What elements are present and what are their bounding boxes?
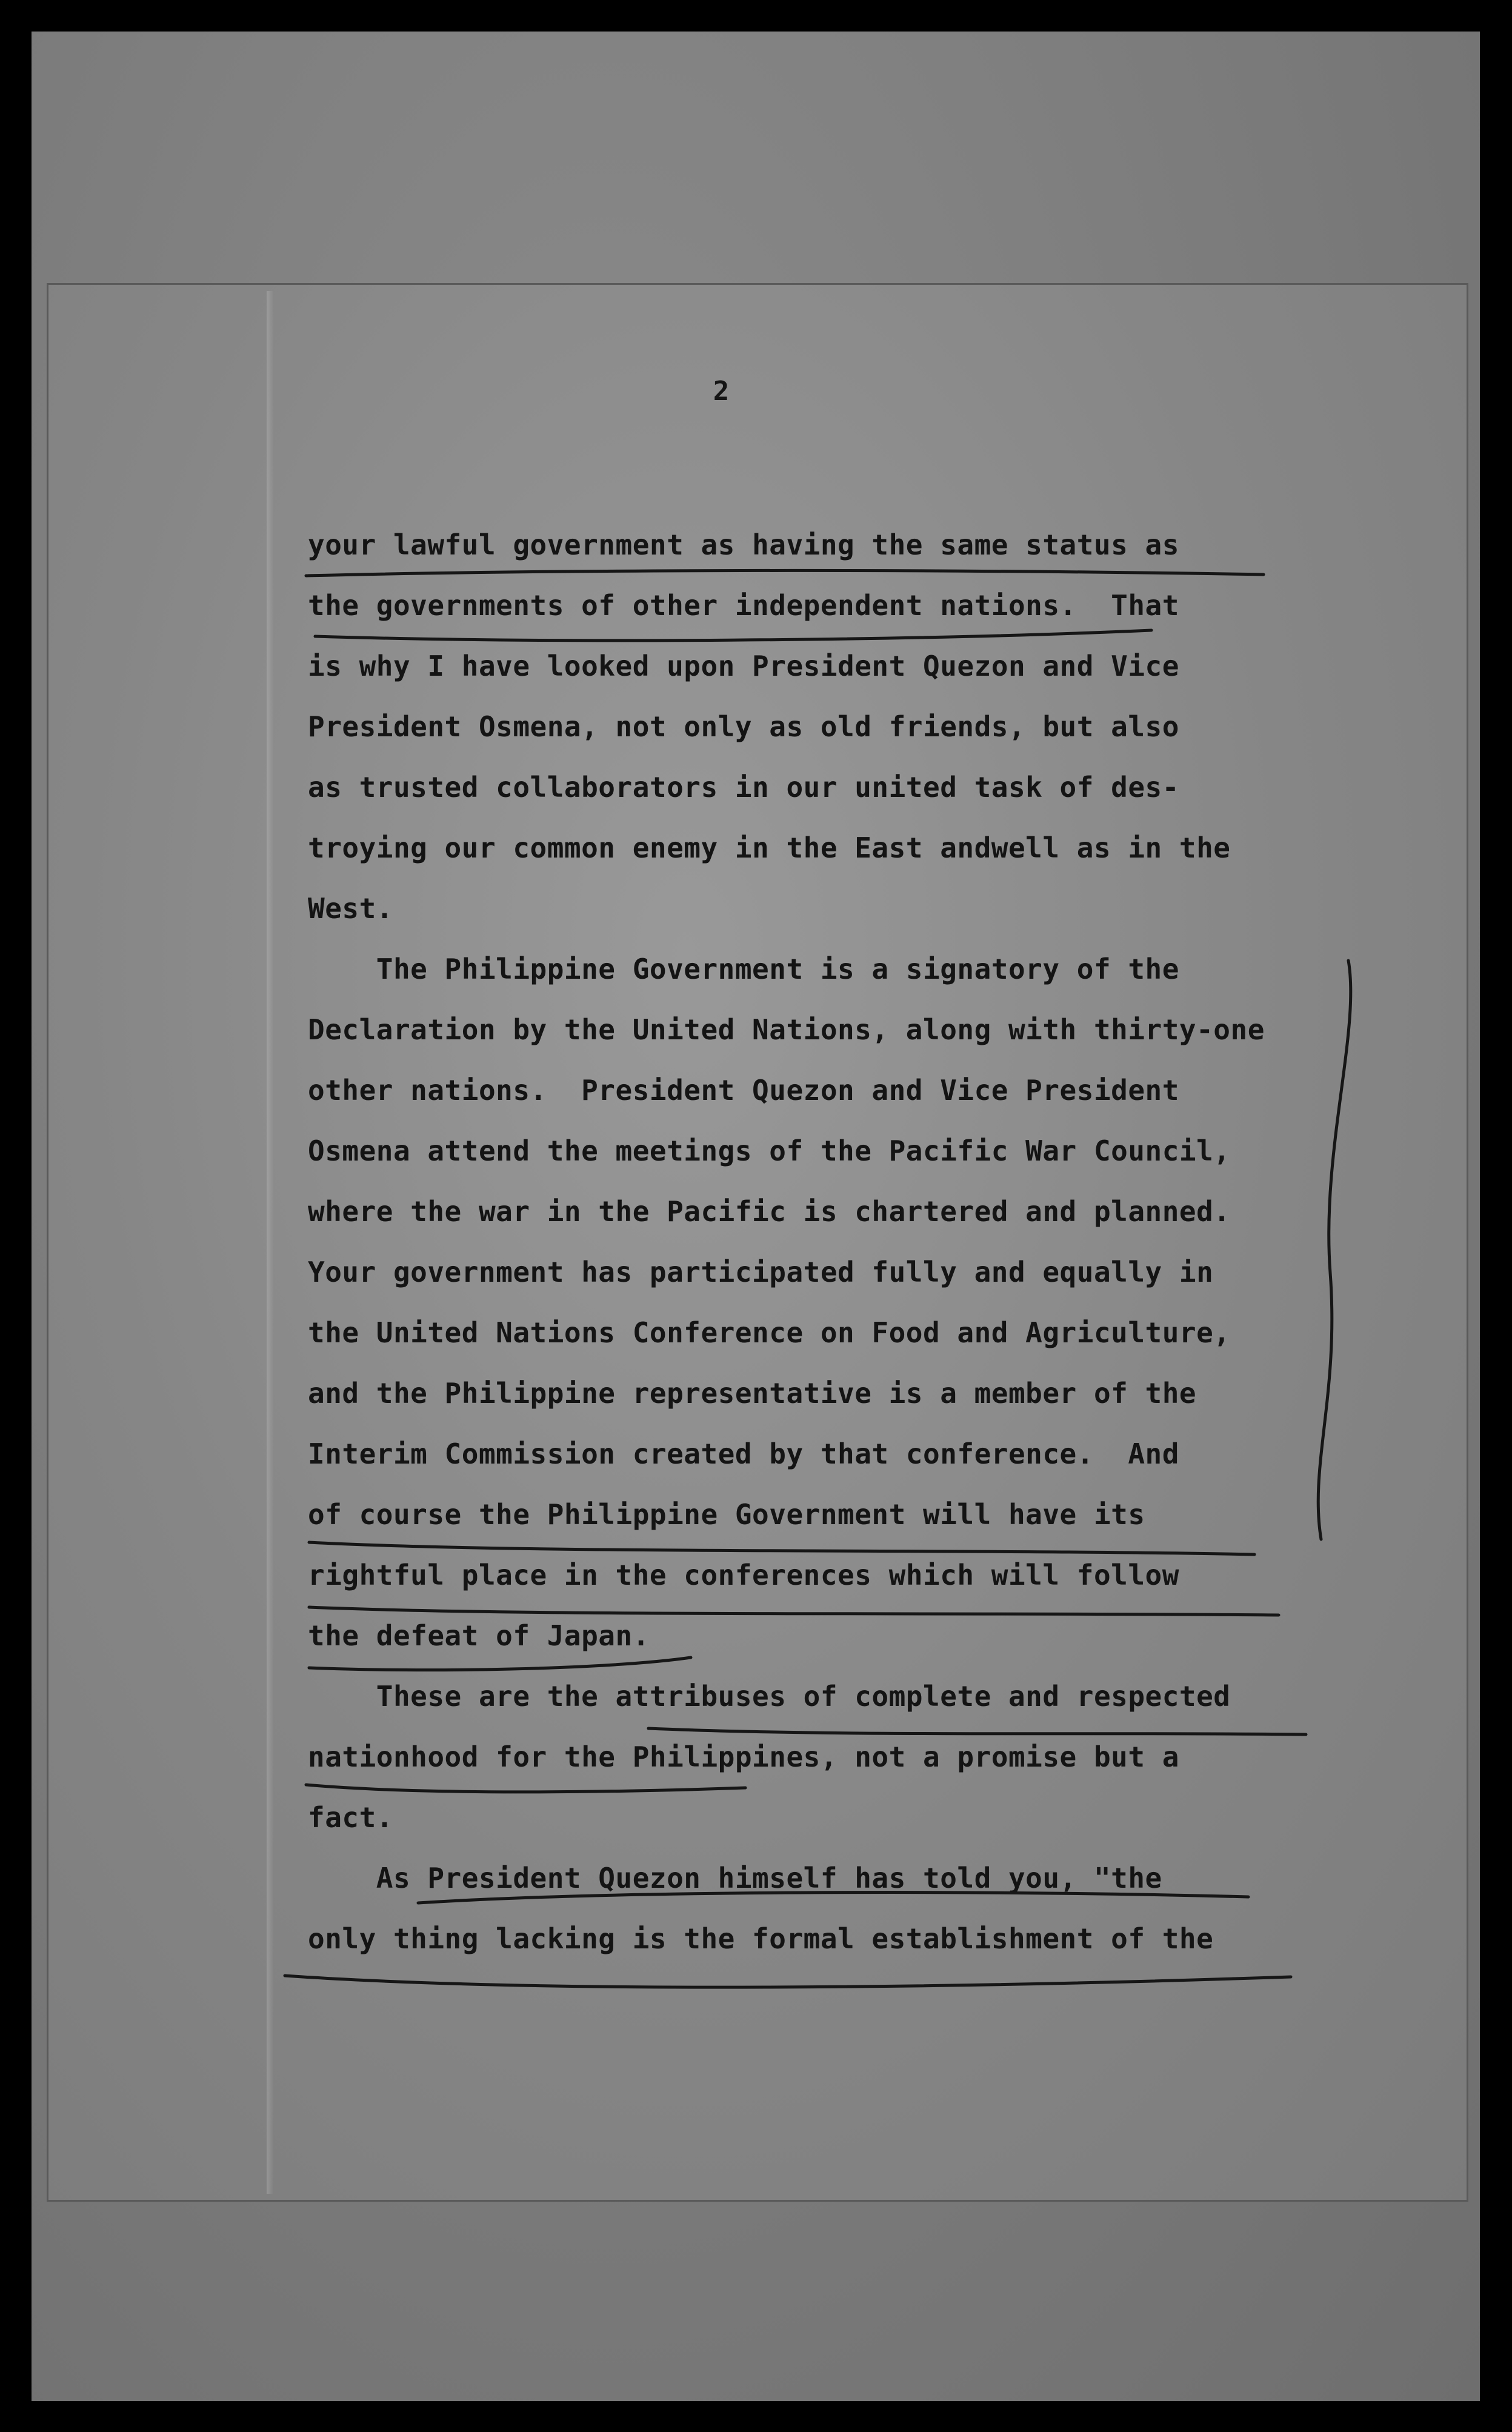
text-line: These are the attribuses of complete and respected	[308, 1680, 1231, 1713]
text-line: is why I have looked upon President Quezon and Vice	[308, 650, 1179, 682]
text-line: as trusted collaborators in our united task of des-	[308, 771, 1179, 804]
sheet-fold-shadow	[267, 291, 274, 2194]
text-line: other nations. President Quezon and Vice President	[308, 1074, 1179, 1107]
text-line: the United Nations Conference on Food and Agriculture,	[308, 1316, 1231, 1349]
page-number: 2	[713, 376, 730, 407]
text-line: Your government has participated fully and equally in	[308, 1256, 1214, 1288]
text-line: where the war in the Pacific is chartered and planned.	[308, 1195, 1231, 1228]
text-line: and the Philippine representative is a member of the	[308, 1377, 1197, 1410]
text-line: Interim Commission created by that conference. And	[308, 1438, 1179, 1470]
text-line: Osmena attend the meetings of the Pacific War Council,	[308, 1134, 1231, 1167]
text-line: President Osmena, not only as old friends, but also	[308, 710, 1179, 743]
text-line: troying our common enemy in the East andwell as in the	[308, 831, 1231, 864]
text-line: West.	[308, 892, 393, 925]
text-line: only thing lacking is the formal establishment of the	[308, 1922, 1214, 1955]
text-line: the defeat of Japan.	[308, 1619, 650, 1652]
text-line: Declaration by the United Nations, along with thirty-one	[308, 1013, 1265, 1046]
text-line: your lawful government as having the same status as	[308, 528, 1179, 561]
text-line: of course the Philippine Government will have its	[308, 1498, 1145, 1531]
text-line: fact.	[308, 1801, 393, 1834]
text-line: The Philippine Government is a signatory of the	[308, 953, 1179, 985]
text-line: As President Quezon himself has told you, "the	[308, 1862, 1162, 1894]
text-line: the governments of other independent nations. That	[308, 589, 1179, 622]
document-sheet	[48, 285, 1467, 2200]
text-line: rightful place in the conferences which will follow	[308, 1559, 1179, 1591]
text-line: nationhood for the Philippines, not a promise but a	[308, 1741, 1179, 1773]
